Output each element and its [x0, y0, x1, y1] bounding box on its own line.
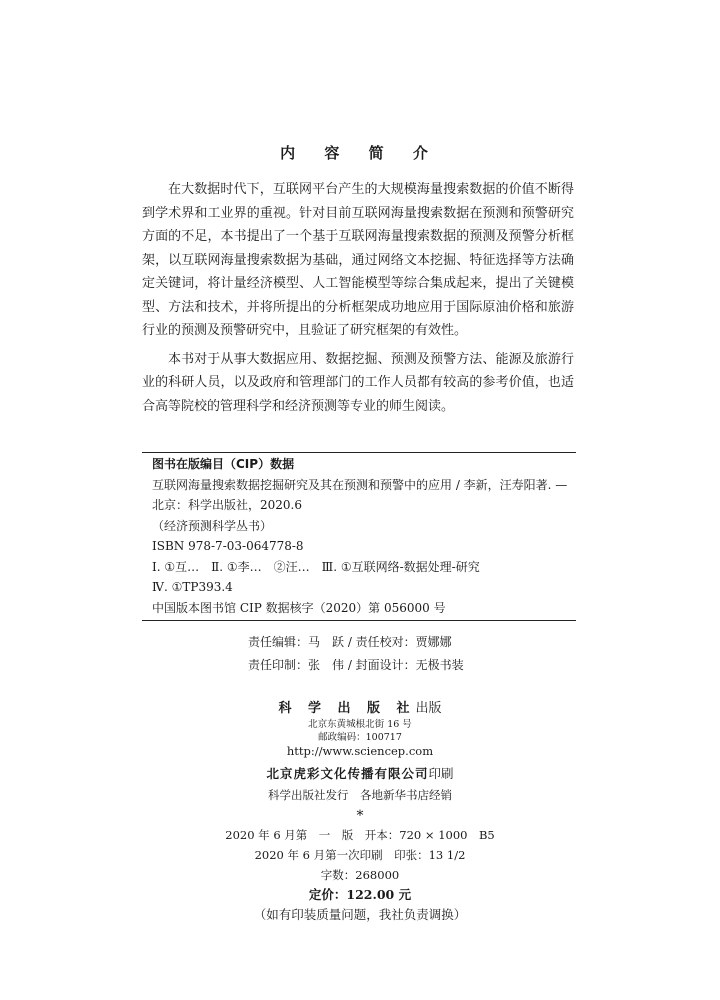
price: 定价：122.00 元 — [308, 887, 412, 902]
imprint-block — [0, 700, 720, 925]
editor-line-2: 责任印制：张 伟 / 封面设计：无极书装 — [248, 658, 464, 672]
publisher-line — [0, 700, 720, 718]
publisher-suffix: 出版 — [415, 701, 442, 716]
cip-number: 中国版本图书馆 CIP 数据核字（2020）第 056000 号 — [152, 600, 446, 615]
printer-suffix: 印刷 — [428, 766, 454, 781]
separator-star: * — [356, 808, 364, 824]
publisher-url: http://www.sciencep.com — [286, 744, 434, 758]
distribution-line: 科学出版社发行 各地新华书店经销 — [268, 788, 452, 802]
quality-note: （如有印装质量问题，我社负责调换） — [253, 907, 467, 922]
publisher-name: 科 学 出 版 社 — [278, 701, 416, 716]
cip-subjects: Ⅰ. ①互… Ⅱ. ①李… ②汪… Ⅲ. ①互联网络-数据处理-研究 — [152, 559, 480, 574]
summary-paragraph-2: 本书对于从事大数据应用、数据挖掘、预测及预警方法、能源及旅游行业的科研人员，以及政府和管理部门的工作人员都有较高的参考价值，也适合高等院校的管理科学和经济预测等专业的师生阅读。 — [142, 351, 574, 414]
cip-record: 互联网海量搜索数据挖掘研究及其在预测和预警中的应用 / 李新，汪寿阳著. —北京：科学出版社，2020.6 — [152, 477, 568, 512]
edition-line: 2020 年 6 月第 一 版 开本：720 × 1000 B5 — [225, 828, 495, 842]
word-count: 字数：268000 — [320, 868, 400, 882]
cip-classification: Ⅳ. ①TP393.4 — [152, 580, 233, 594]
printer-line — [0, 763, 720, 785]
editor-line-1: 责任编辑：马 跃 / 责任校对：贾娜娜 — [248, 635, 452, 649]
cip-isbn: ISBN 978-7-03-064778-8 — [152, 539, 304, 553]
editor-credits — [248, 631, 464, 677]
summary-text — [142, 178, 574, 423]
cip-header: 图书在版编目（CIP）数据 — [152, 457, 295, 471]
cip-series: （经济预测科学丛书） — [152, 518, 273, 533]
page-title: 内 容 简 介 — [280, 144, 440, 162]
printing-line: 2020 年 6 月第一次印刷 印张：13 1/2 — [254, 848, 466, 862]
publisher-postcode: 邮政编码：100717 — [318, 732, 402, 743]
publisher-address: 北京东黄城根北街 16 号 — [308, 719, 412, 730]
summary-paragraph-1: 在大数据时代下，互联网平台产生的大规模海量搜索数据的价值不断得到学术界和工业界的重视。针对目前互联网海量搜索数据在预测和预警研究方面的不足，本书提出了一个基于互联网海量搜索数据的预测及预警分析框架，以互联网海量搜索数据为基础，通过网络文本挖掘、特征选择等方法确定关键词，将计量经济模型、人工智能模型等综合集成起来，提出了关键模型、方法和技术，并将所提出的分析框架成功地应用于国际原油价格和旅游行业的预测及预警研究中，且验证了研究框架的有效性。 — [142, 182, 574, 338]
printer-name: 北京虎彩文化传播有限公司 — [266, 766, 429, 781]
cip-data-box — [142, 452, 576, 621]
